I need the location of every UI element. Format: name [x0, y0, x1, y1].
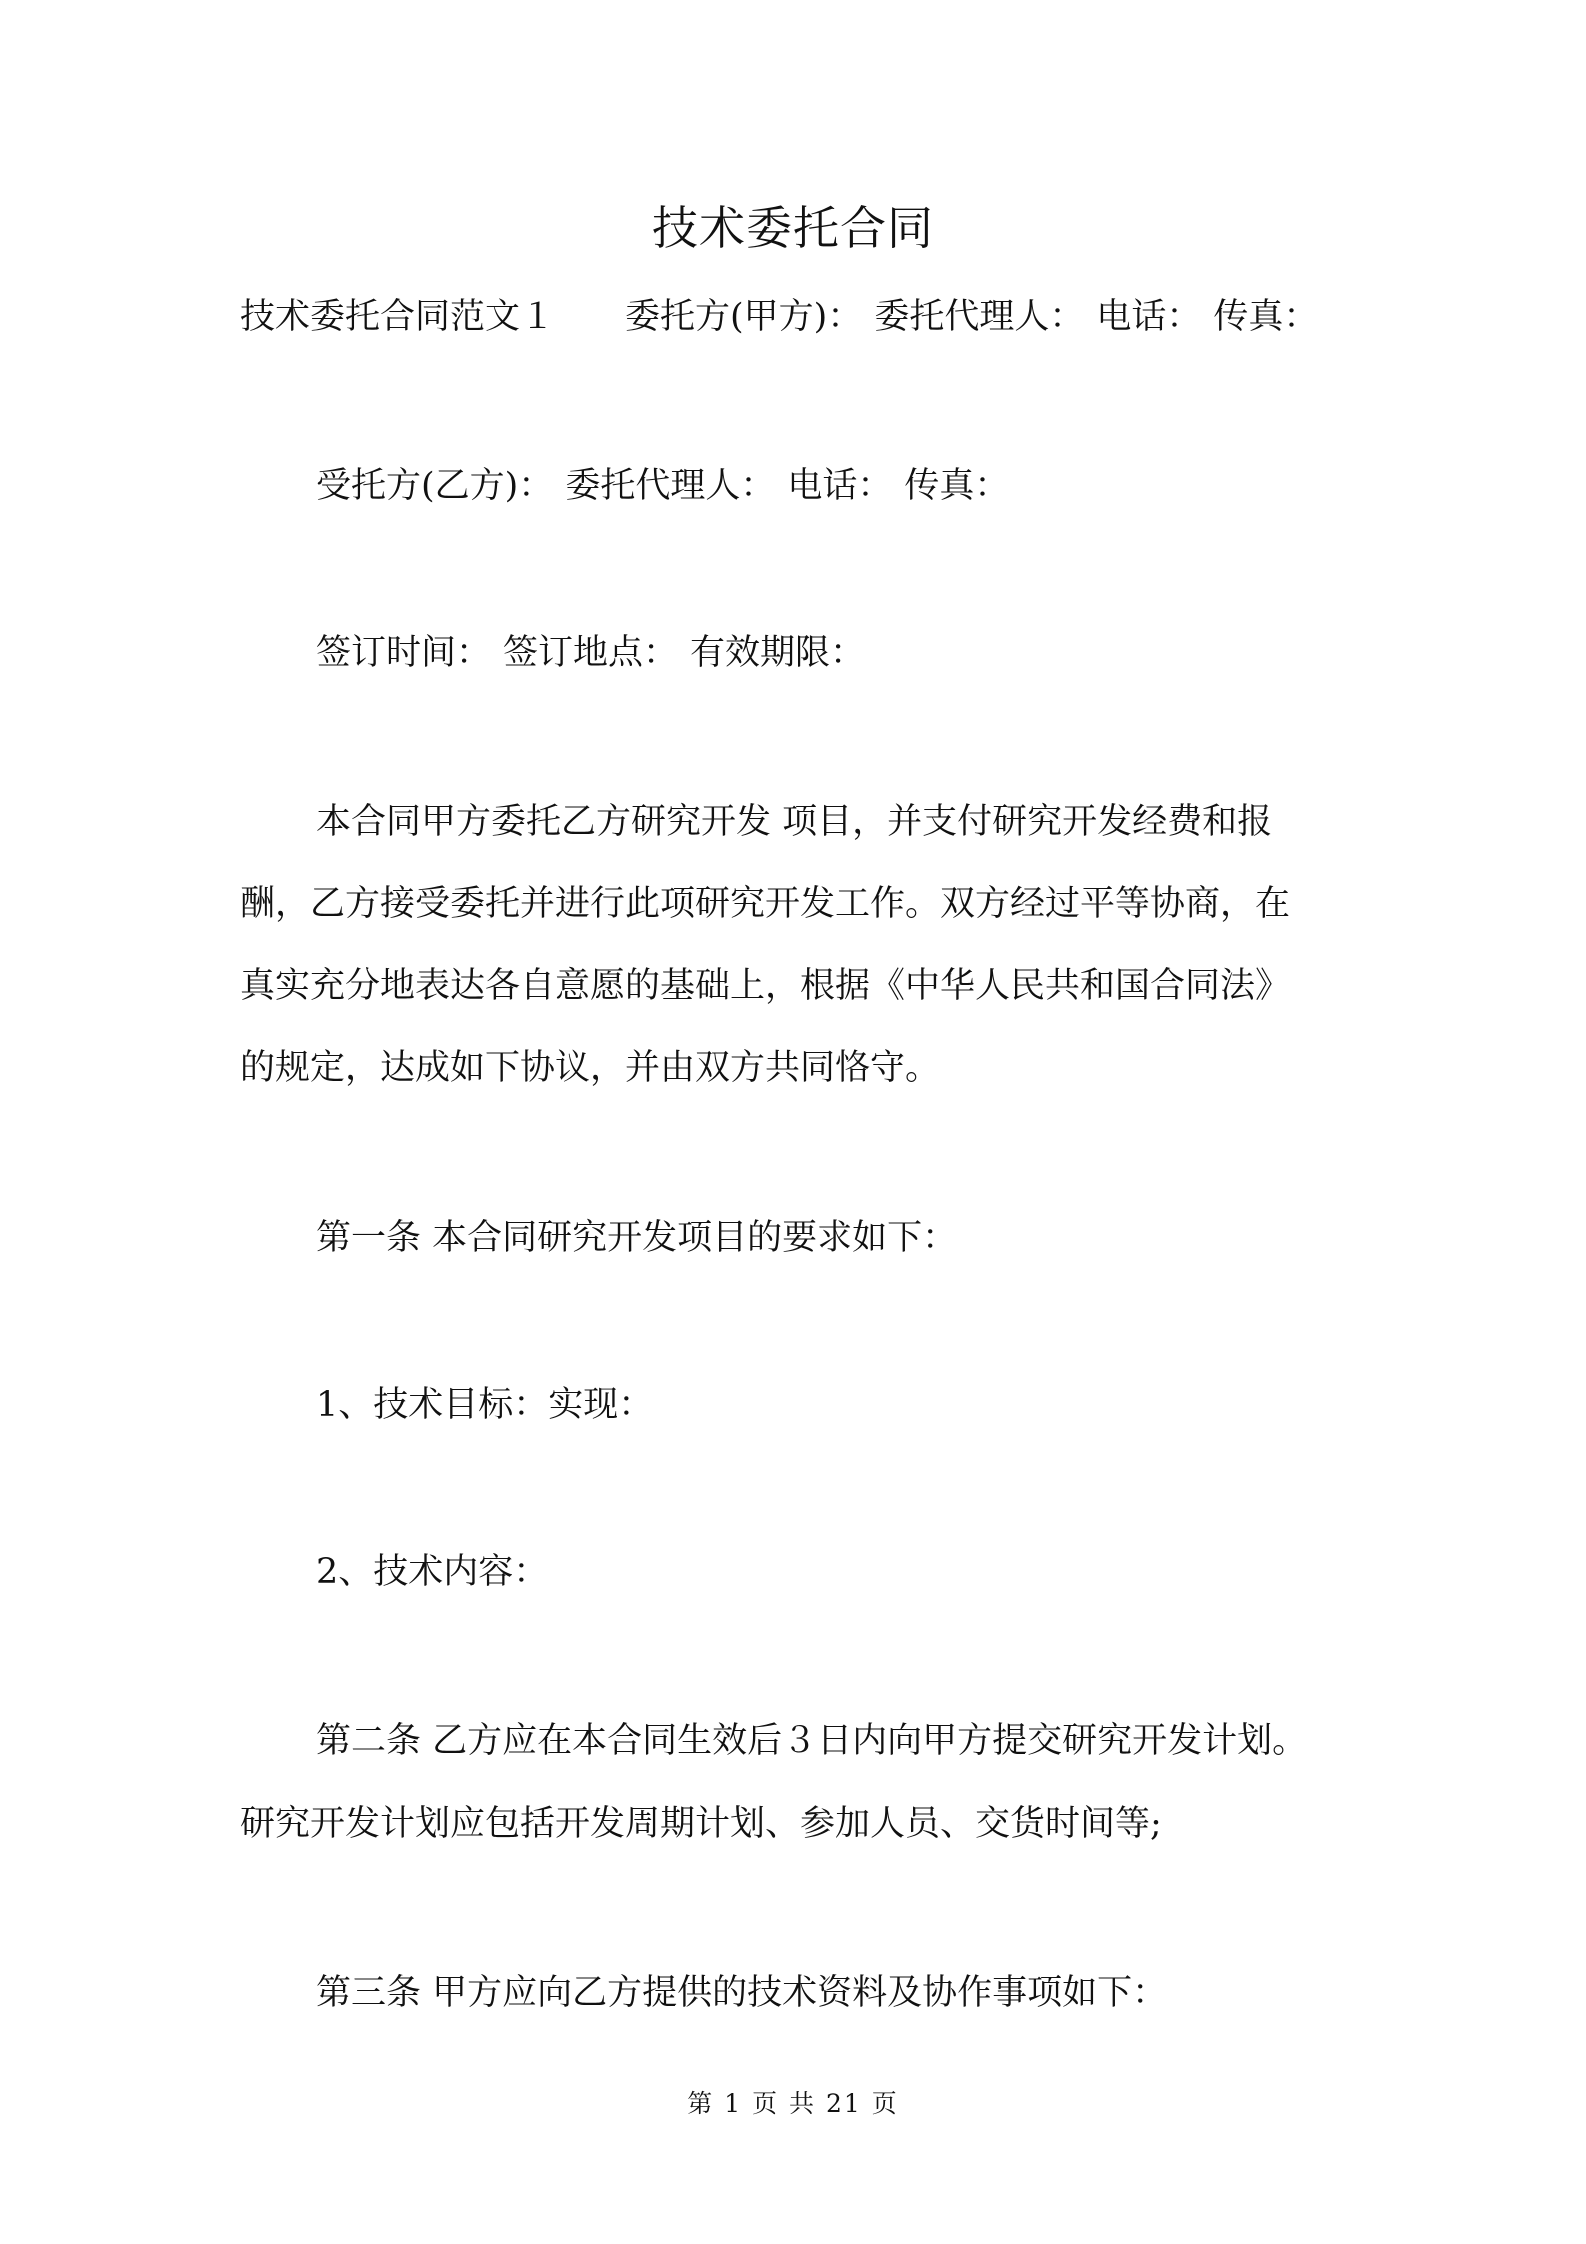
contractor-phone-label: 电话：: [787, 466, 893, 506]
client-fax-label: 传真：: [1213, 297, 1319, 337]
validity-label: 有效期限：: [690, 633, 866, 673]
contractor-agent-label: 委托代理人：: [565, 466, 776, 506]
signing-line: [316, 628, 865, 678]
intro-paragraph-line: 真实充分地表达各自意愿的基础上，根据《中华人民共和国合同法》: [240, 966, 1291, 1006]
intro-paragraph-line: 的规定，达成如下协议，并由双方共同恪守。: [240, 1048, 941, 1088]
article-2-line: 第二条 乙方应在本合同生效后３日内向甲方提交研究开发计划。: [316, 1721, 1308, 1761]
sample-label: 技术委托合同范文１: [240, 297, 556, 337]
intro-paragraph-line: 酬，乙方接受委托并进行此项研究开发工作。双方经过平等协商，在: [240, 884, 1291, 924]
signing-place-label: 签订地点：: [503, 633, 679, 673]
article-3-heading: 第三条 甲方应向乙方提供的技术资料及协作事项如下：: [316, 1973, 1168, 2013]
article-1-item-1: 1、技术目标：实现：: [316, 1385, 654, 1425]
header-line: [240, 292, 1318, 342]
intro-paragraph-line: 本合同甲方委托乙方研究开发 项目，并支付研究开发经费和报: [316, 802, 1273, 842]
signing-date-label: 签订时间：: [316, 633, 492, 673]
article-2-line: 研究开发计划应包括开发周期计划、参加人员、交货时间等;: [240, 1804, 1162, 1844]
client-phone-label: 电话：: [1096, 297, 1202, 337]
contractor-line: [316, 461, 1009, 511]
contractor-label: 受托方(乙方)：: [316, 466, 554, 506]
client-agent-label: 委托代理人：: [874, 297, 1085, 337]
article-1-heading: 第一条 本合同研究开发项目的要求如下：: [316, 1218, 958, 1258]
document-title: 技术委托合同: [652, 201, 934, 255]
contractor-fax-label: 传真：: [904, 466, 1010, 506]
article-1-item-2: 2、技术内容：: [316, 1552, 549, 1592]
client-label: 委托方(甲方)：: [625, 297, 863, 337]
page-number-footer: 第 1 页 共 21 页: [687, 2089, 899, 2118]
